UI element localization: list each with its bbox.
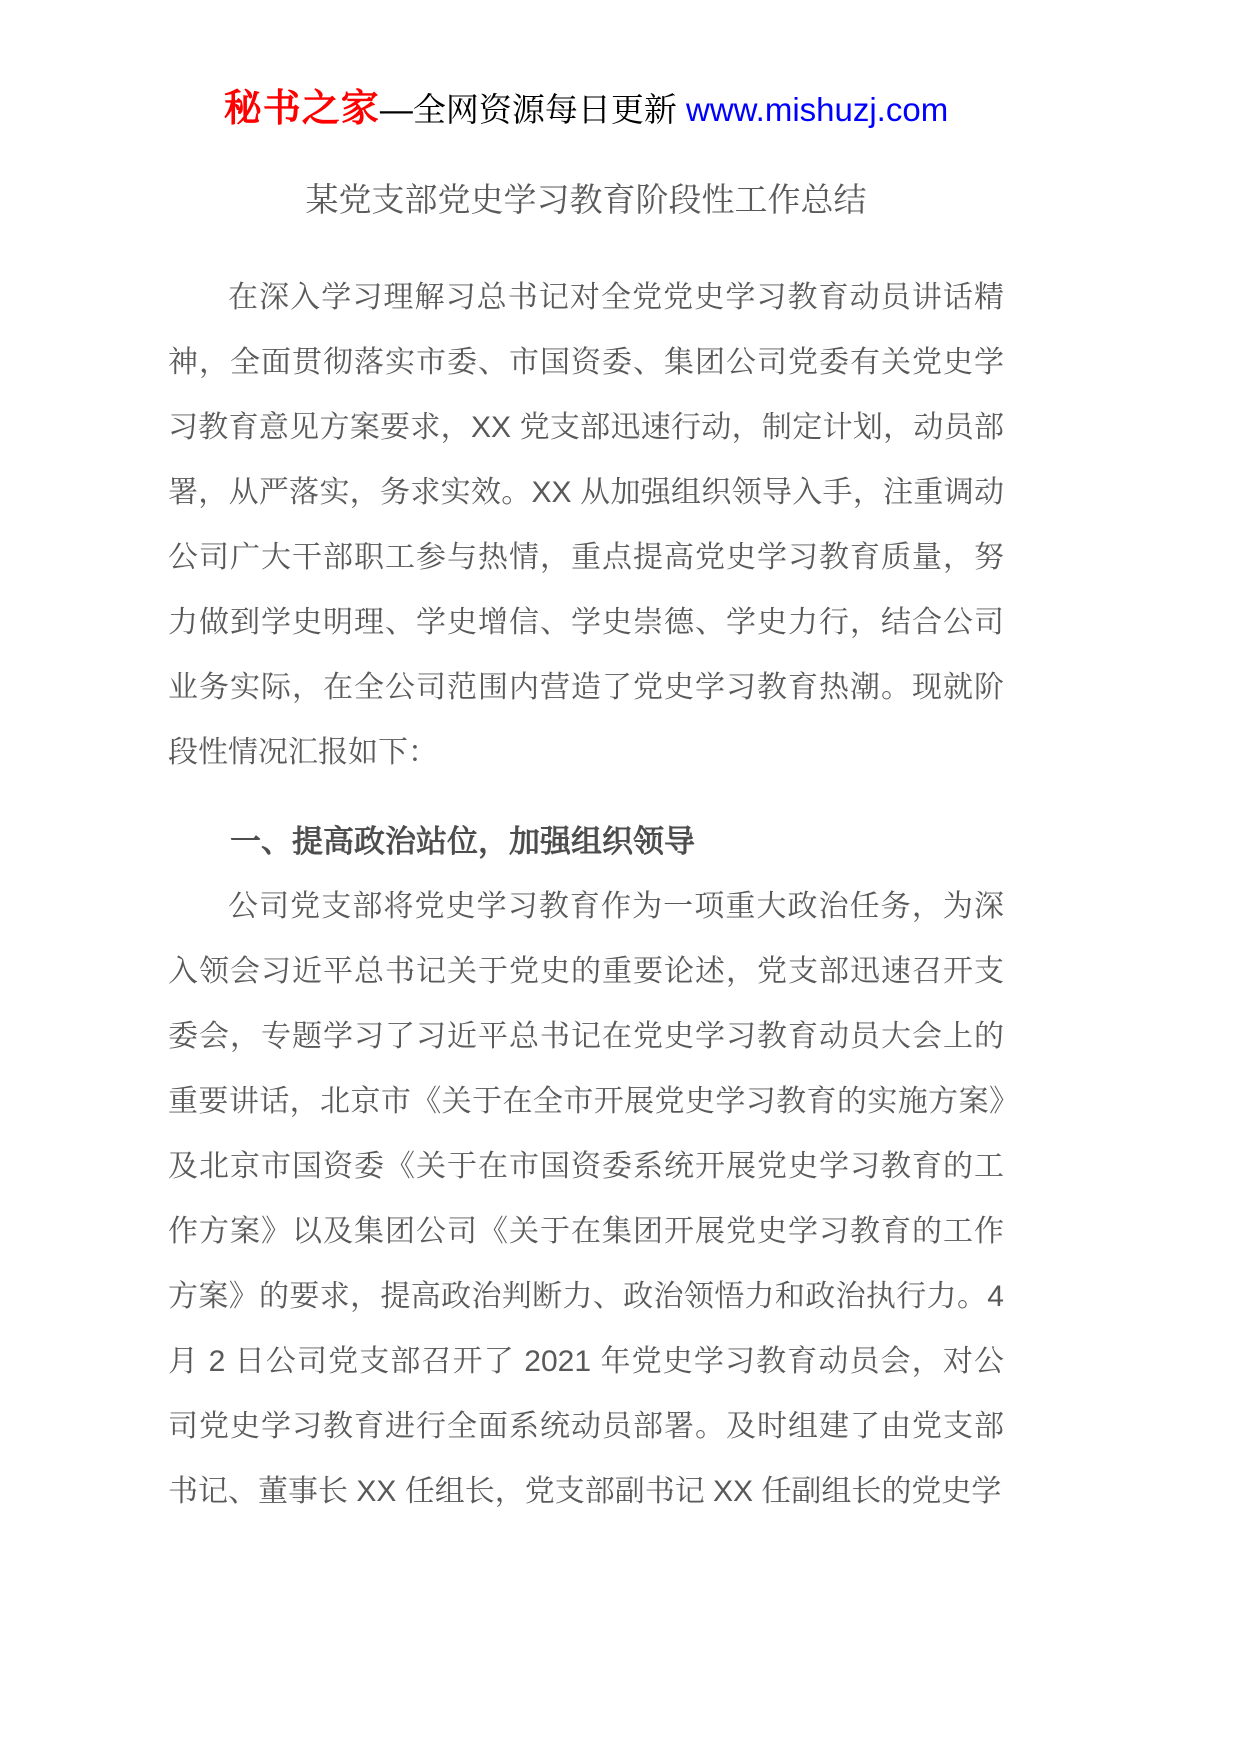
brand-name: 秘书之家 [223,88,380,130]
section-1-paragraph: 公司党支部将党史学习教育作为一项重大政治任务，为深入领会习近平总书记关于党史的重要论述，党支部迅速召开支委会，专题学习了习近平总书记在党史学习教育动员大会上的重要讲话，北京市《关于在全市开展党史学习教育的实施方案》及北京市国资委《关于在市国资委系统开展党史学习教育的工作方案》以及集团公司《关于在集团开展党史学习教育的工作方案》的要求，提高政治判断力、政治领悟力和政治执行力。4 月 2 日公司党支部召开了 2021 年党史学习教育动员会，对公司党史学习教育进行全面系统动员部署。及时组建了由党支部书记、董事长 XX 任组长，党支部副书记 XX 任副组长的党史学 [168,890,1004,1508]
section-1-heading: 一、提高政治站位，加强组织领导 [230,824,695,859]
website-link[interactable]: www.mishuzj.com [685,91,949,128]
header-tagline: —全网资源每日更新 [379,91,686,128]
document-title: 某党支部党史学习教育阶段性工作总结 [305,181,867,218]
site-header [168,0,1004,133]
document-content [168,0,1004,1524]
intro-paragraph: 在深入学习理解习总书记对全党党史学习教育动员讲话精神，全面贯彻落实市委、市国资委、集团公司党委有关党史学习教育意见方案要求，XX 党支部迅速行动，制定计划，动员部署，从严落实，务求实效。XX 从加强组织领导入手，注重调动公司广大干部职工参与热情，重点提高党史学习教育质量，努力做到学史明理、学史增信、学史崇德、学史力行，结合公司业务实际，在全公司范围内营造了党史学习教育热潮。现就阶段性情况汇报如下： [168,281,1004,769]
